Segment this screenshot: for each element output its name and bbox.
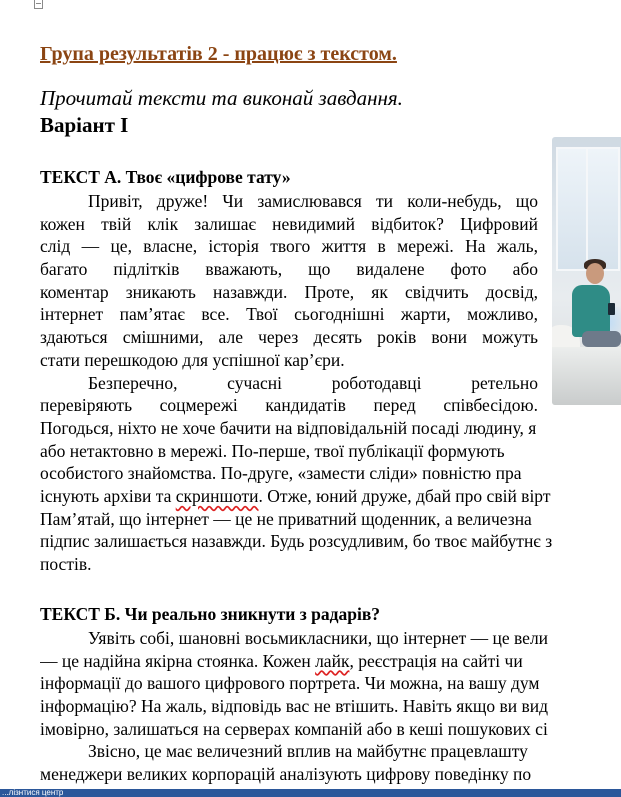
text-b-title: ТЕКСТ Б. Чи реально зникнути з радарів? <box>40 604 381 624</box>
text-line: Погодься, ніхто не хоче бачити на відповідальній посаді людину, я <box>40 418 537 438</box>
person-head <box>586 263 604 284</box>
section-heading: Група результатів 2 - працює з текстом. <box>40 43 397 65</box>
text-line: інформацію? На жаль, відповідь вас не втішить. Навіть якщо ви вид <box>40 696 548 717</box>
text-b-paragraph <box>40 627 621 786</box>
bed-shape <box>552 347 621 405</box>
misspelled-word[interactable]: скриншоти <box>175 486 259 507</box>
text-line <box>40 650 621 673</box>
text-line: слід — це, власне, історія твого життя в мережі. На жаль, <box>40 236 538 257</box>
text-line: особистого знайомства. По-друге, «замести сліди» повністю пра <box>40 463 522 484</box>
text-line: інтернет пам’ятає все. Твої сьогоднішні жарти, можливо, <box>40 304 538 325</box>
text-line: стати перешкодою для успішної кар’єри. <box>40 349 345 370</box>
text-line: постів. <box>40 554 92 575</box>
text-line: або нетактовно в мережі. По-перше, твої публікації формують <box>40 440 505 461</box>
text-a-paragraph-1 <box>40 190 538 417</box>
text-line <box>40 485 621 508</box>
text-line: кожен твій клік залишає невидимий відбиток? Цифровий <box>40 213 538 234</box>
text-fragment: , реєстрація на сайті чи <box>349 650 523 671</box>
person-torso <box>572 285 610 337</box>
text-fragment: . Отже, юний друже, дбай про свій вірт <box>258 486 551 507</box>
text-line: Привіт, друже! Чи замислювався ти коли-небудь, що <box>88 191 538 211</box>
text-line: Пам’ятай, що інтернет — це не приватний щоденник, а величезна <box>40 508 532 529</box>
text-line: Звісно, це має величезний вплив на майбутнє працевлашту <box>88 741 528 762</box>
text-line: менеджери великих корпорацій аналізують цифрову поведінку по <box>40 764 532 785</box>
teen-using-phone-illustration[interactable] <box>552 137 621 405</box>
text-fragment: існують архіви та <box>40 486 176 507</box>
text-line: коментар зникають назавжди. Проте, як свідчить досвід, <box>40 281 538 302</box>
text-line: здаються смішними, але через десять років вони можуть <box>40 327 538 348</box>
person-leg <box>582 331 621 347</box>
text-line: перевіряють соцмережі кандидатів перед співбесідою. <box>40 395 538 416</box>
document-icon <box>34 0 43 9</box>
misspelled-word[interactable]: лайк <box>315 650 350 671</box>
text-line: багато підлітків вважають, що видалене фото або <box>40 259 538 280</box>
status-bar[interactable]: ...лізнтися центр <box>0 789 621 797</box>
instruction-text: Прочитай тексти та виконай завдання. <box>40 86 403 110</box>
text-line: імовірно, залишаться на серверах компаній або в кеші пошукових сі <box>40 718 548 739</box>
text-line: інформації до вашого цифрового портрета. Чи можна, на вашу дум <box>40 673 540 694</box>
variant-title: Варіант І <box>40 113 129 137</box>
text-line: Уявіть собі, шановні восьмикласники, що інтернет — це вели <box>88 628 549 648</box>
window-shape <box>556 147 620 271</box>
phone-icon <box>608 303 615 315</box>
text-line: підпис залишається назавжди. Будь розсудливим, бо твоє майбутнє з <box>40 531 553 552</box>
text-a-title: ТЕКСТ А. Твоє «цифрове тату» <box>40 167 291 187</box>
text-line: Безперечно, сучасні роботодавці ретельно <box>88 372 538 393</box>
text-fragment: — це надійна якірна стоянка. Кожен <box>40 650 316 671</box>
text-a-paragraph-2 <box>40 417 621 576</box>
